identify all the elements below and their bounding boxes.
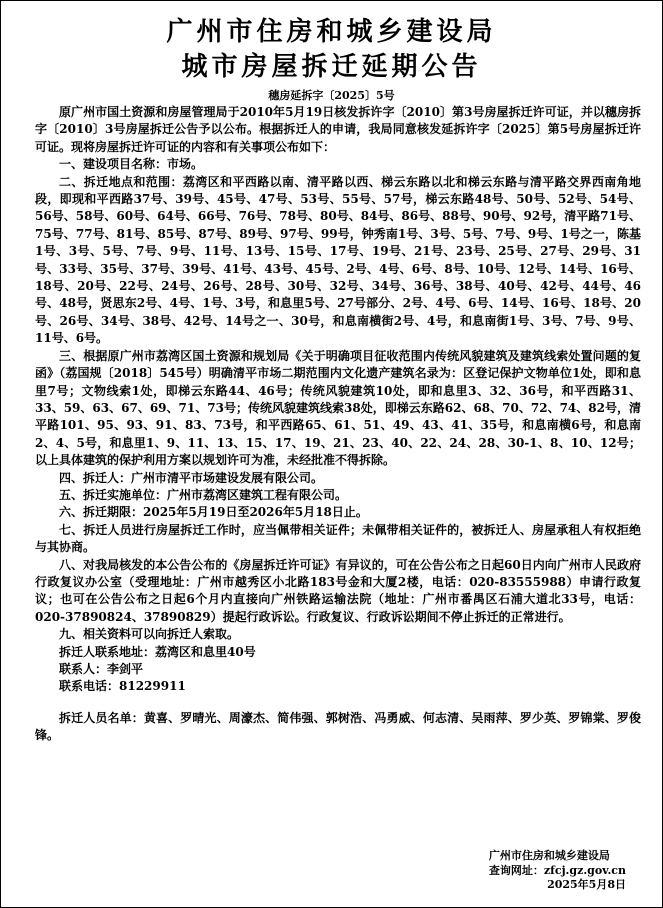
item-heritage-buildings: 三、根据原广州市荔湾区国土资源和规划局《关于明确项目征收范围内传统风貌建筑及建筑线索处置问题的复函》（荔国规〔2018〕545号）明确清平市场二期范围内文化遗产建筑名录为：区登记保护文物单位1处，即和息里7号；文物线索1处，即梯云东路44、46号；传统风貌建筑10处，即和息里3、32、36号，和平西路31、33、59、63、67、69、71、73号；传统风貌建筑线索38处，即梯云东路62、68、70、72、74、82号，清平路101、95、93、91、83、73号，和平西路65、61、51、49、43、41、35号，和息南横6号，和息南2、4、5号，和息里1、9、11、13、15、17、19、21、23、40、22、24、28、30-1、8、10、12号；以上具体建筑的保护利用方案以规划许可为准，未经批准不得拆除。 — [35, 348, 641, 468]
contact-address: 拆迁人联系地址：荔湾区和息里40号 — [59, 644, 256, 659]
item-appeal-rights: 八、对我局核发的本公告公布的《房屋拆迁许可证》有异议的，可在公告公布之日起60日内向广州市人民政府行政复议办公室（受理地址：广州市越秀区小北路183号金和大厦2楼，电话：020-83555988）申请行政复议；也可在公告公布之日起6个月内直接向广州铁路运输法院（地址：广州市番禺区石浦大道北33号，电话：020-37890824、37890829）提起行政诉讼。行政复议、行政诉讼期间不停止拆迁的正常进行。 — [35, 557, 641, 624]
footer-signature — [489, 849, 626, 893]
contact-person: 联系人：李剑平 — [59, 662, 144, 676]
item-demolition-scope: 二、拆迁地点和范围：荔湾区和平西路以南、清平路以西、梯云东路以北和梯云东路与清平路交界西南角地段，即现和平西路37号、39号、45号、47号、53号、55号、57号，梯云东路48号、50号、52号、54号、56号、58号、60号、64号、66号、76号、78号、80号、84号、86号、88号、90号、92号，清平路71号、75号、77号、81号、85号、87号、89号、97号、99号，钟秀南1号、3号、5号、7号、9号、1号之一，陈基1号、3号、5号、7号、9号、11号、13号、15号、17号、19号、21号、23号、25号、27号、29号、31号、33号、35号、37号、39号、41号、43号、45号、2号、4号、6号、8号、10号、12号、14号、16号、18号、20号、22号、24号、26号、28号、30号、32号、34号、36号、38号、40号、42号、44号、46号、48号，贤思东2号、4号、1号、3号，和息里5号、27号部分、2号、4号、6号、14号、16号、18号、20号、26号、34号、38号、42号、14号之一、30号，和息南横街2号、4号，和息南街1号、3号、7号、9号、11号、6号。 — [35, 174, 641, 346]
notice-title: 城市房屋拆迁延期公告 — [181, 52, 482, 82]
contact-phone: 联系电话：81229911 — [59, 679, 186, 694]
staff-list: 拆迁人员名单：黄喜、罗晴光、周濠杰、简伟强、郭树浩、冯勇威、何志清、吴雨萍、罗少英、罗锦棠、罗俊锋。 — [35, 710, 641, 743]
footer-issuer: 广州市住房和城乡建设局 — [488, 849, 610, 862]
footer-date: 2025年5月8日 — [547, 878, 626, 891]
notice-body — [35, 104, 641, 745]
issuer-title: 广州市住房和城乡建设局 — [166, 17, 497, 47]
item-staff-credentials: 七、拆迁人员进行房屋拆迁工作时，应当佩带相关证件；未佩带相关证件的，被拆迁人、房屋承租人有权拒绝与其协商。 — [35, 522, 641, 555]
item-implementing-unit: 五、拆迁实施单位：广州市荔湾区建筑工程有限公司。 — [59, 487, 348, 502]
item-demolisher: 四、拆迁人：广州市清平市场建设发展有限公司。 — [59, 470, 324, 485]
section-spacer — [35, 696, 641, 710]
item-project-name: 一、建设项目名称：市场。 — [59, 157, 204, 172]
item-demolition-period: 六、拆迁期限：2025年5月19日至2026年5月18日止。 — [59, 505, 368, 520]
intro-paragraph: 原广州市国土资源和房屋管理局于2010年5月19日核发拆许字〔2010〕第3号房屋拆迁许可证，并以穗房拆字〔2010〕3号房屋拆迁公告予以公布。根据拆迁人的申请，我局同意核发延拆许字〔2025〕第5号房屋拆迁许可证。现将房屋拆迁许可证的内容和有关事项公布如下： — [35, 105, 641, 154]
item-materials: 九、相关资料可以向拆迁人索取。 — [59, 627, 240, 642]
document-number: 穗房延拆字〔2025〕5号 — [268, 89, 395, 102]
footer-website: 查询网址：zfcj.gz.gov.cn — [488, 863, 626, 877]
